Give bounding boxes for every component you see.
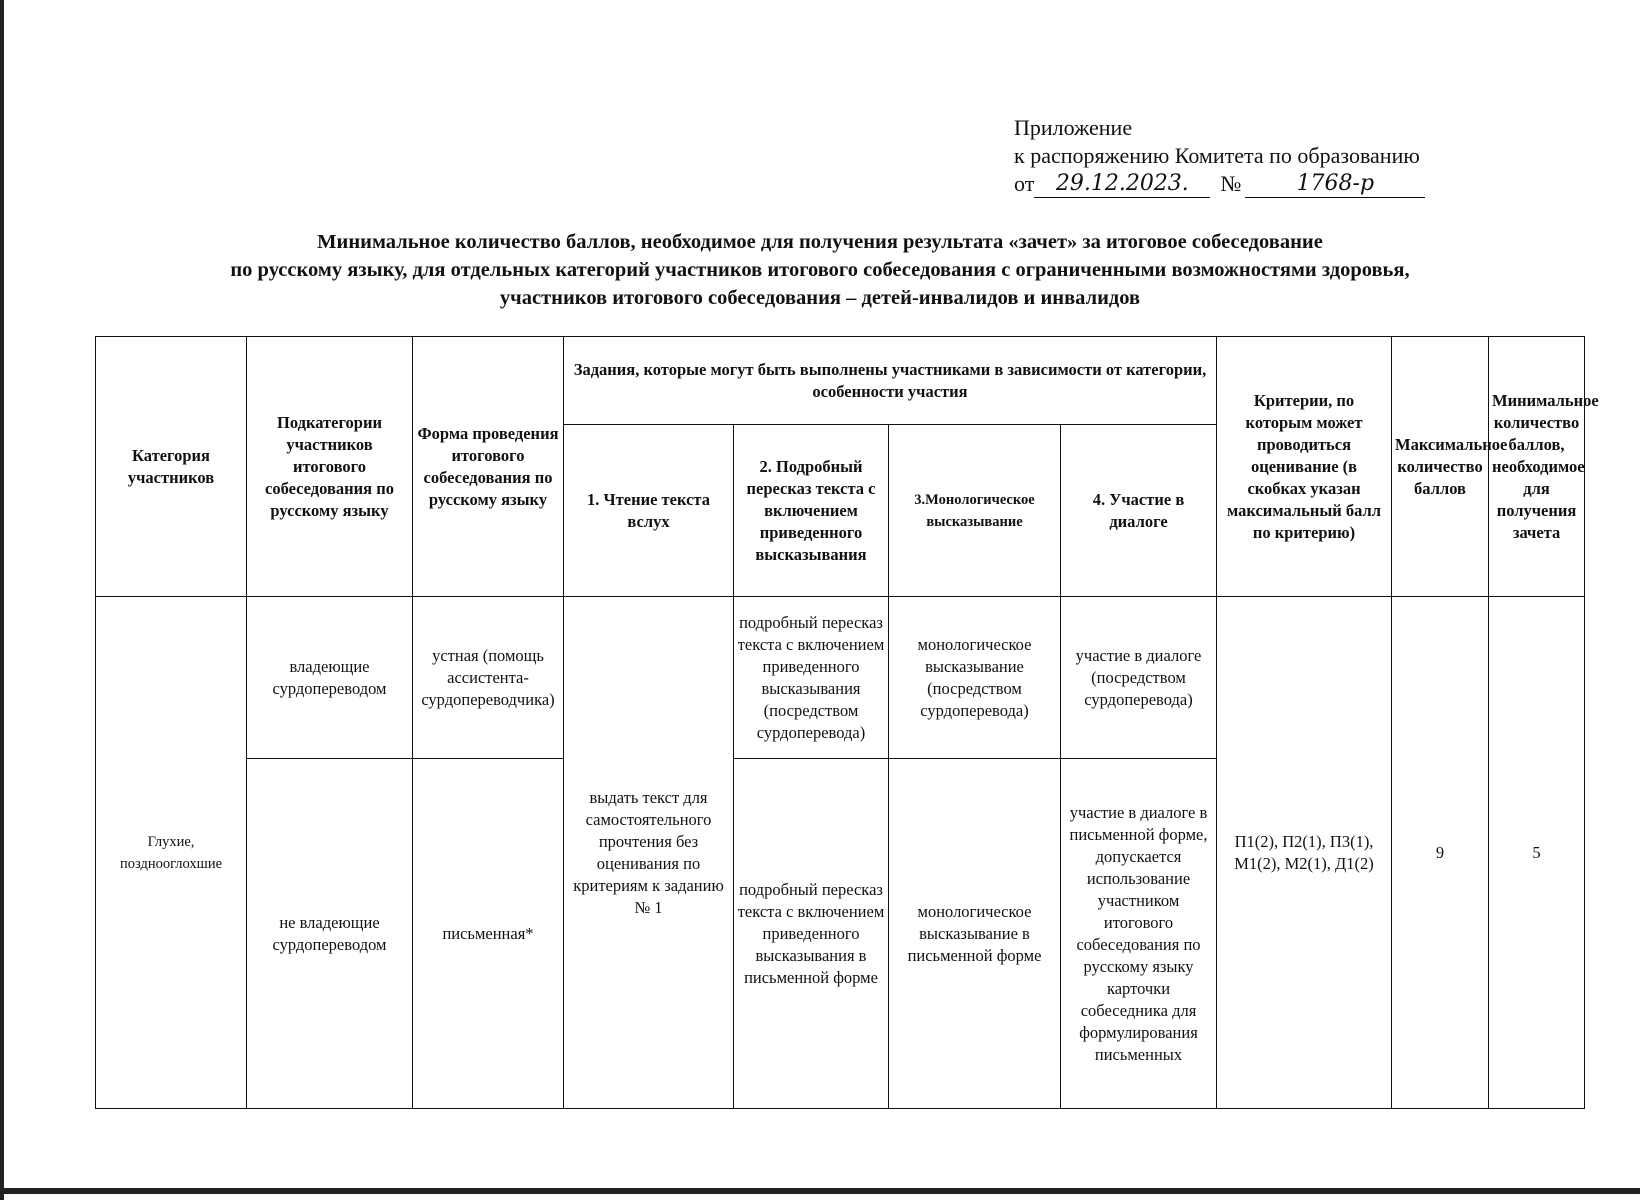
header-category: Категория участников (96, 337, 247, 597)
appendix-number-value: 1768-р (1245, 171, 1425, 198)
header-task-2: 2. Подробный пересказ текста с включением приведенного высказывания (734, 425, 889, 597)
appendix-date-value: 29.12.2023. (1034, 171, 1210, 198)
cell-form: устная (помощь ассистента-сурдопереводчика) (413, 597, 564, 759)
appendix-date-prefix: от (1014, 171, 1035, 196)
document-title-line-2: по русскому языку, для отдельных категорий участников итогового собеседования с ограниченными возможностями здоровья, (230, 259, 1410, 281)
cell-criteria: П1(2), П2(1), П3(1), М1(2), М2(1), Д1(2) (1217, 597, 1392, 1109)
scan-left-edge (0, 0, 4, 1200)
cell-category: Глухие, позднооглохшие (96, 597, 247, 1109)
appendix-title: Приложение (1014, 115, 1133, 140)
appendix-order-ref: к распоряжению Комитета по образованию (1014, 143, 1420, 168)
header-task-3: 3.Монологическое высказывание (889, 425, 1061, 597)
cell-subcategory: владеющие сурдопереводом (247, 597, 413, 759)
document-title-line-1: Минимальное количество баллов, необходимое для получения результата «зачет» за итоговое собеседование (317, 231, 1323, 253)
cell-task-1: выдать текст для самостоятельного прочтения без оценивания по критериям к заданию № 1 (564, 597, 734, 1109)
header-subcategory: Подкатегории участников итогового собеседования по русскому языку (247, 337, 413, 597)
table-row (96, 597, 1585, 759)
appendix-number-label: № (1220, 171, 1242, 196)
cell-task-3: монологическое высказывание в письменной форме (889, 759, 1061, 1109)
cell-task-4: участие в диалоге (посредством сурдоперевода) (1061, 597, 1217, 759)
cell-subcategory: не владеющие сурдопереводом (247, 759, 413, 1109)
header-task-4: 4. Участие в диалоге (1061, 425, 1217, 597)
document-title (100, 228, 1540, 312)
cell-max-score: 9 (1392, 597, 1489, 1109)
cell-min-score: 5 (1489, 597, 1585, 1109)
header-task-1: 1. Чтение текста вслух (564, 425, 734, 597)
header-min-score: Минимальное количество баллов, необходимое для получения зачета (1489, 337, 1585, 597)
cell-task-2: подробный пересказ текста с включением приведенного высказывания в письменной форме (734, 759, 889, 1109)
header-tasks-group: Задания, которые могут быть выполнены участниками в зависимости от категории, особенности участия (564, 337, 1217, 425)
appendix-block (1014, 114, 1454, 198)
header-form: Форма проведения итогового собеседования по русскому языку (413, 337, 564, 597)
document-title-line-3: участников итогового собеседования – детей-инвалидов и инвалидов (499, 287, 1141, 309)
table-header-row-1 (96, 337, 1585, 425)
header-max-score: Максимальное количество баллов (1392, 337, 1489, 597)
cell-form: письменная* (413, 759, 564, 1109)
appendix-date-number-line (1014, 170, 1454, 198)
cell-task-3: монологическое высказывание (посредством сурдоперевода) (889, 597, 1061, 759)
cell-task-4: участие в диалоге в письменной форме, допускается использование участником итогового собеседования по русскому языку карточки собеседника для формулирования письменных (1061, 759, 1217, 1109)
scores-table (95, 336, 1599, 1109)
scan-bottom-edge (0, 1188, 1640, 1194)
header-criteria: Критерии, по которым может проводиться оценивание (в скобках указан максимальный балл по критерию) (1217, 337, 1392, 597)
cell-task-2: подробный пересказ текста с включением приведенного высказывания (посредством сурдоперевода) (734, 597, 889, 759)
